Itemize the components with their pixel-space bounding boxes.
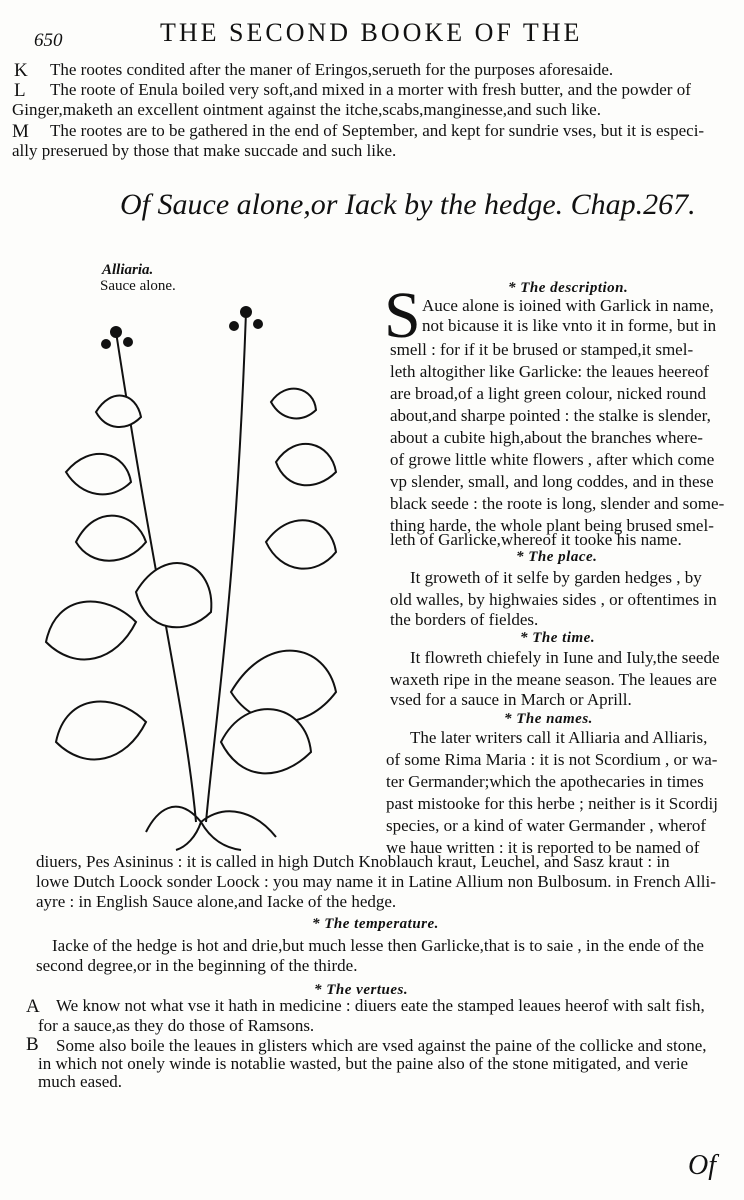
intro-line: Ginger,maketh an excellent ointment against the itche,scabs,manginesse,and such like.: [12, 100, 601, 119]
figure-latin-name: Alliaria.: [102, 262, 154, 278]
section-heading-time: * The time.: [520, 630, 596, 646]
names-line: of some Rima Maria : it is not Scordium , or wa-: [386, 750, 718, 769]
names-full-line: diuers, Pes Asininus : it is called in high Dutch Knoblauch kraut, Leuchel, and Sasz kraut : in: [36, 852, 670, 871]
description-line: leth of Garlicke,whereof it tooke his name.: [390, 530, 682, 549]
description-line: Auce alone is ioined with Garlick in name,: [422, 296, 714, 315]
names-line: we haue written : it is reported to be named of: [386, 838, 700, 857]
vertues-line: We know not what vse it hath in medicine : diuers eate the stamped leaues heerof with salt fish,: [56, 996, 705, 1015]
time-line: vsed for a sauce in March or Aprill.: [390, 690, 632, 709]
drop-cap: S: [384, 279, 421, 352]
description-line: of growe little white flowers , after which come: [390, 450, 715, 469]
chapter-title: Of Sauce alone,or Iack by the hedge. Chap.267.: [120, 188, 696, 221]
vertues-line: in which not onely winde is notablie wasted, but the paine also of the stone mitigated, and verie: [38, 1054, 689, 1073]
description-line: thing harde, the whole plant being brused smel-: [390, 516, 714, 535]
vertues-line: Some also boile the leaues in glisters which are vsed against the paine of the collicke and stone,: [56, 1036, 707, 1055]
time-line: It flowreth chiefely in Iune and Iuly,the seede: [410, 648, 720, 667]
temperature-line: Iacke of the hedge is hot and drie,but much lesse then Garlicke,that is to saie , in the ende of the: [52, 936, 704, 955]
margin-letter-a: A: [26, 996, 40, 1017]
page-number: 650: [34, 30, 63, 51]
running-title: THE SECOND BOOKE OF THE: [160, 18, 583, 47]
names-full-line: ayre : in English Sauce alone,and Iacke of the hedge.: [36, 892, 397, 911]
vertues-line: much eased.: [38, 1072, 123, 1091]
description-line: vp slender, small, and long coddes, and in these: [390, 472, 714, 491]
margin-letter-k: K: [14, 60, 28, 81]
margin-letter-l: L: [14, 80, 26, 101]
description-line: are broad,of a light green colour, nicked round: [390, 384, 707, 403]
description-line: not bicause it is like vnto it in forme, but in: [422, 316, 717, 335]
figure-common-name: Sauce alone.: [100, 278, 176, 294]
section-heading-names: * The names.: [504, 711, 593, 727]
description-line: about,and sharpe pointed : the stalke is slender,: [390, 406, 711, 425]
description-line: black seede : the roote is long, slender and some-: [390, 494, 725, 513]
names-line: The later writers call it Alliaria and Alliaris,: [410, 728, 708, 747]
time-line: waxeth ripe in the meane season. The leaues are: [390, 670, 717, 689]
plant-woodcut-illustration: [36, 292, 366, 852]
margin-letter-b: B: [26, 1034, 39, 1055]
section-heading-place: * The place.: [516, 549, 598, 565]
description-line: smell : for if it be brused or stamped,it smel-: [390, 340, 694, 359]
description-line: leth altogither like Garlicke: the leaues heereof: [390, 362, 710, 381]
margin-letter-m: M: [12, 121, 29, 142]
description-line: about a cubite high,about the branches where-: [390, 428, 703, 447]
section-heading-vertues: * The vertues.: [314, 982, 409, 998]
place-line: old walles, by highwaies sides , or oftentimes in: [390, 590, 717, 609]
vertues-line: for a sauce,as they do those of Ramsons.: [38, 1016, 315, 1035]
catchword: Of: [688, 1150, 716, 1181]
names-line: past mistooke for this herbe ; neither is it Scordij: [386, 794, 718, 813]
intro-line: ally preserued by those that make succade and such like.: [12, 141, 397, 160]
intro-line: The rootes are to be gathered in the end of September, and kept for sundrie vses, but it is especi-: [50, 121, 705, 140]
section-heading-description: * The description.: [508, 280, 629, 296]
names-full-line: lowe Dutch Loock sonder Loock : you may name it in Latine Allium non Bulbosum. in French Alli-: [36, 872, 716, 891]
names-line: ter Germander;which the apothecaries in times: [386, 772, 704, 791]
intro-line: The roote of Enula boiled very soft,and mixed in a morter with fresh butter, and the powder of: [50, 80, 691, 99]
names-line: species, or a kind of water Germander , wherof: [386, 816, 707, 835]
temperature-line: second degree,or in the beginning of the thirde.: [36, 956, 358, 975]
place-line: the borders of fieldes.: [390, 610, 539, 629]
section-heading-temperature: * The temperature.: [312, 916, 439, 932]
place-line: It groweth of it selfe by garden hedges , by: [410, 568, 702, 587]
intro-line: The rootes condited after the maner of Eringos,serueth for the purposes aforesaide.: [50, 60, 614, 79]
